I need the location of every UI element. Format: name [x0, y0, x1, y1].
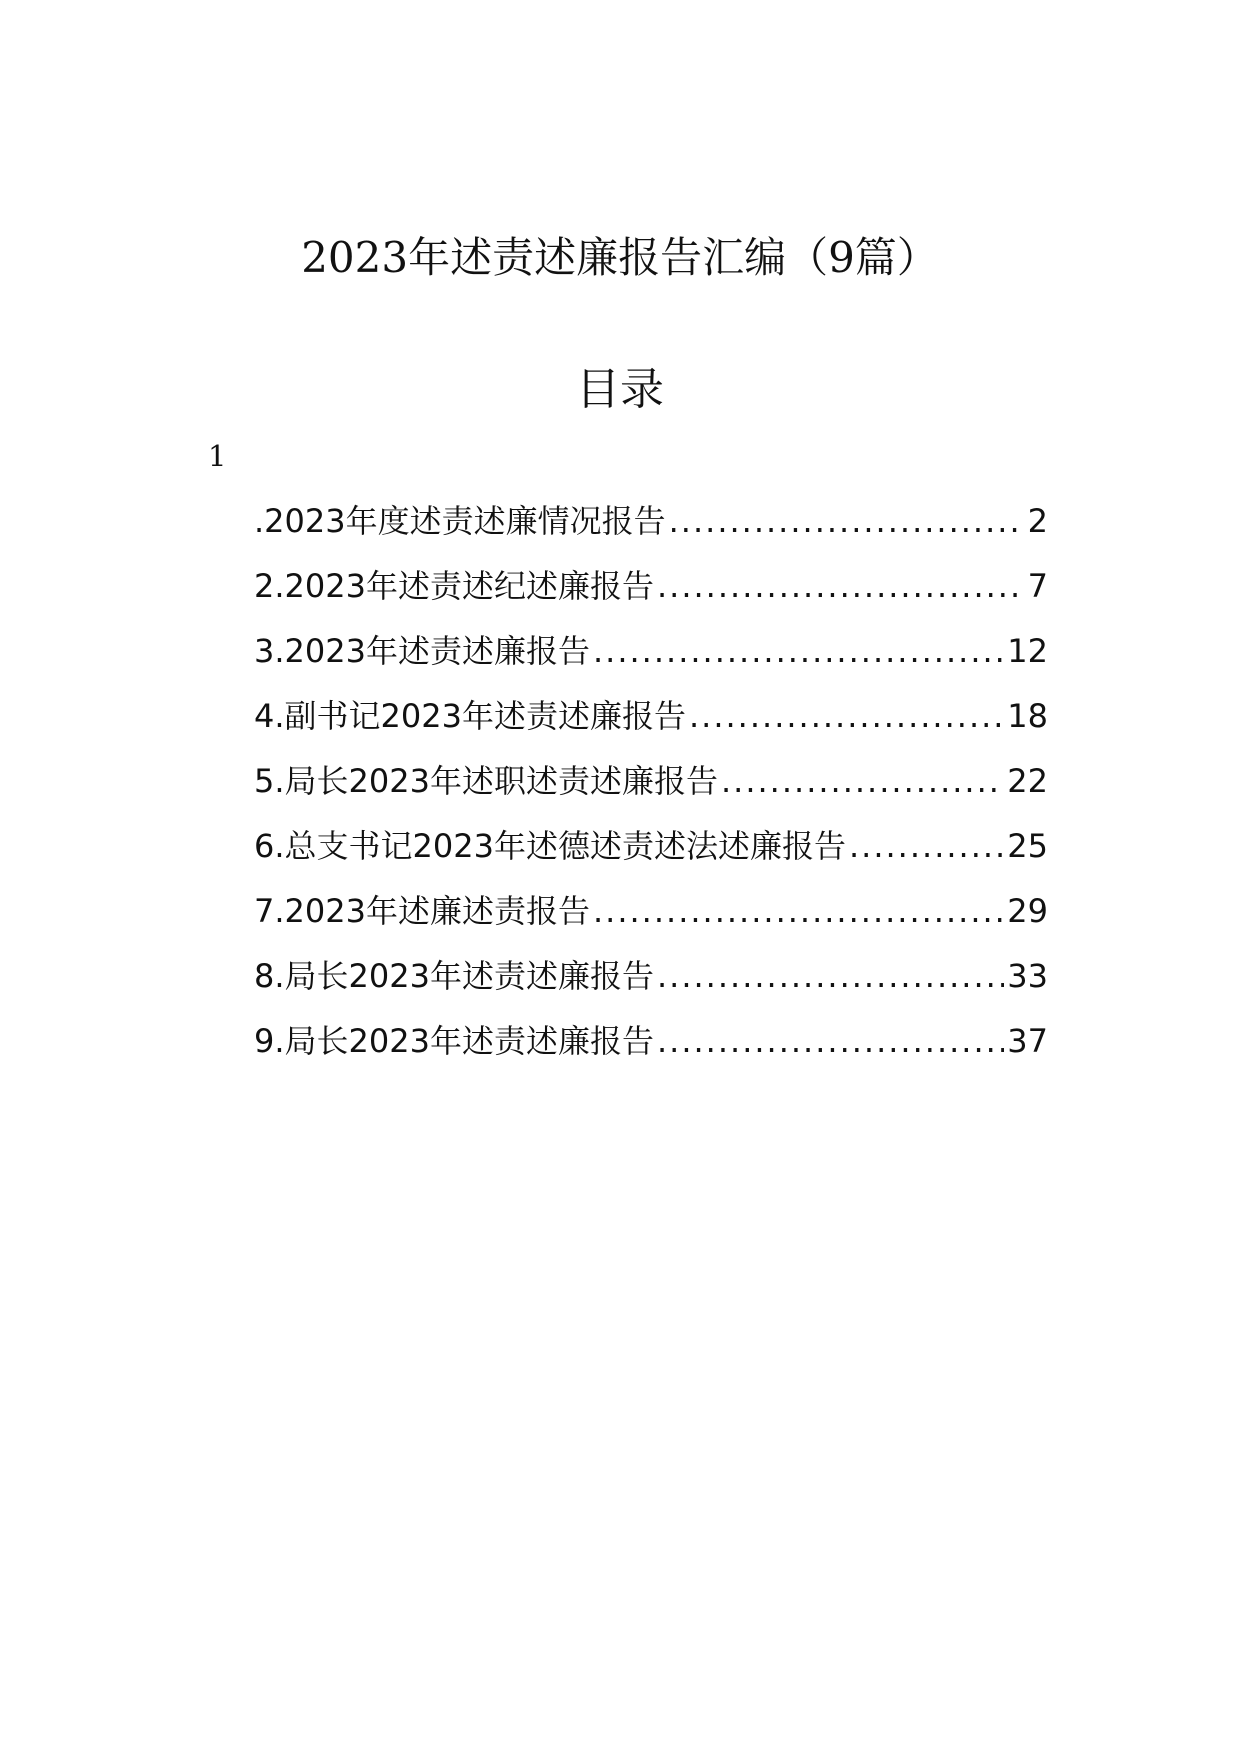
document-title: 2023年述责述廉报告汇编（9篇）: [301, 233, 939, 282]
toc-leader-dots: [593, 886, 1004, 936]
toc-entry-page: 18: [1007, 697, 1048, 735]
toc-entry-page: 33: [1007, 957, 1048, 995]
toc-entry-page: 22: [1007, 762, 1048, 800]
toc-entry-3[interactable]: [254, 626, 1048, 691]
toc-leader-dots: [849, 821, 1004, 871]
toc-entry-title: 7.2023年述廉述责报告: [254, 892, 590, 930]
toc-entry-title: 5.局长2023年述职述责述廉报告: [254, 762, 718, 800]
toc-entry-page: 2: [1027, 502, 1048, 540]
toc-entry-9[interactable]: [254, 1016, 1048, 1081]
toc-entry-5[interactable]: [254, 756, 1048, 821]
toc-entry-page: 37: [1007, 1022, 1048, 1060]
toc-entry-title: 2.2023年述责述纪述廉报告: [254, 567, 654, 605]
toc-entry-4[interactable]: [254, 691, 1048, 756]
toc-entry-page: 25: [1007, 827, 1048, 865]
toc-entry-title: 6.总支书记2023年述德述责述法述廉报告: [254, 827, 846, 865]
toc-entry-title: 8.局长2023年述责述廉报告: [254, 957, 654, 995]
toc-entry-2[interactable]: [254, 561, 1048, 626]
toc-entry-title: 4.副书记2023年述责述廉报告: [254, 697, 686, 735]
toc-entry-6[interactable]: [254, 821, 1048, 886]
toc-entry-title: 3.2023年述责述廉报告: [254, 632, 590, 670]
toc-leader-dots: [593, 626, 1004, 676]
toc-leader-dots: [657, 1016, 1004, 1066]
toc-entry-1[interactable]: [254, 496, 1048, 561]
toc-entry-page: 29: [1007, 892, 1048, 930]
toc-heading: 目录: [576, 364, 664, 415]
toc-leader-dots: [657, 951, 1004, 1001]
toc-entry-title: 9.局长2023年述责述廉报告: [254, 1022, 654, 1060]
toc-entry-page: 7: [1027, 567, 1048, 605]
table-of-contents: [254, 496, 1048, 1081]
toc-leader-dots: [721, 756, 1004, 806]
page-number-marker: 1: [208, 439, 227, 473]
toc-leader-dots: [669, 496, 1025, 546]
toc-entry-page: 12: [1007, 632, 1048, 670]
toc-entry-8[interactable]: [254, 951, 1048, 1016]
toc-leader-dots: [657, 561, 1025, 611]
toc-entry-7[interactable]: [254, 886, 1048, 951]
toc-leader-dots: [689, 691, 1004, 741]
toc-entry-title: .2023年度述责述廉情况报告: [254, 502, 666, 540]
